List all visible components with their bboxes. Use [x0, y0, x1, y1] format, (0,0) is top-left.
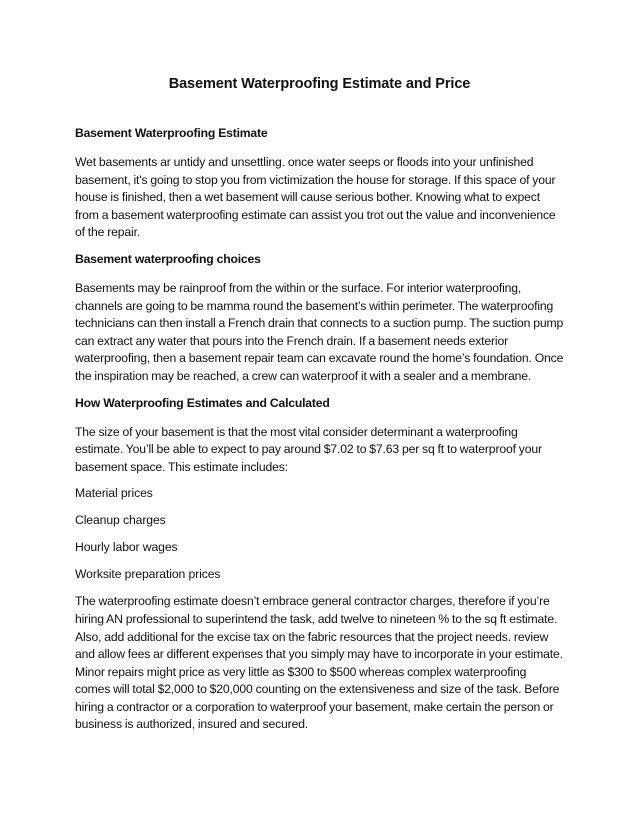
- section-paragraph-estimate: Wet basements ar untidy and unsettling. once water seeps or floods into your unfinished basement, it's going to stop you from victimization the house for storage. If this space of your house is finished, then a wet basement will cause serious bother. Knowing what to expect from a basement waterproofing estimate can assist you trot out the value and inconvenience of the repair.: [75, 155, 556, 240]
- section-heading-choices: Basement waterproofing choices: [75, 251, 261, 266]
- section-paragraph-choices: Basements may be rainproof from the within or the surface. For interior waterproofing, channels are going to be mamma round the basement’s within perimeter. The waterproofing technicians can then install a French drain that connects to a suction pump. The suction pump can extract any water that pours into the French drain. If a basement needs exterior waterproofing, then a basement repair team can excavate round the home’s foundation. Once the inspiration may be reached, a crew can waterproof it with a sealer and a membrane.: [75, 280, 564, 383]
- list-item: Hourly labor wages: [75, 540, 178, 555]
- list-item: Worksite preparation prices: [75, 567, 221, 582]
- section-closing-paragraph: The waterproofing estimate doesn’t embrace general contractor charges, therefore if you’re hiring AN professional to superintend the task, add twelve to nineteen % to the sq ft estimate. Also, add additional for the excise tax on the fabric resources that the project needs. review and allow fees ar different expenses that you simply may have to incorporate in your estimate. Minor repairs might price as very little as $300 to $500 whereas complex waterproofing comes will total $2,000 to $20,000 counting on the extensiveness and size of the task. Before hiring a contractor or a corporation to waterproof your basement, make certain the person or business is authorized, insured and secured.: [75, 594, 563, 732]
- list-item: Material prices: [75, 486, 153, 501]
- document-title: Basement Waterproofing Estimate and Price: [168, 76, 471, 92]
- list-item: Cleanup charges: [75, 513, 166, 528]
- section-heading-calculated: How Waterproofing Estimates and Calculated: [75, 395, 330, 410]
- section-heading-estimate: Basement Waterproofing Estimate: [75, 126, 268, 140]
- section-paragraph-calculated: The size of your basement is that the most vital consider determinant a waterproofing estimate. You’ll be able to expect to pay around $7.02 to $7.63 per sq ft to waterproof your basement space. This estimate includes:: [75, 424, 542, 474]
